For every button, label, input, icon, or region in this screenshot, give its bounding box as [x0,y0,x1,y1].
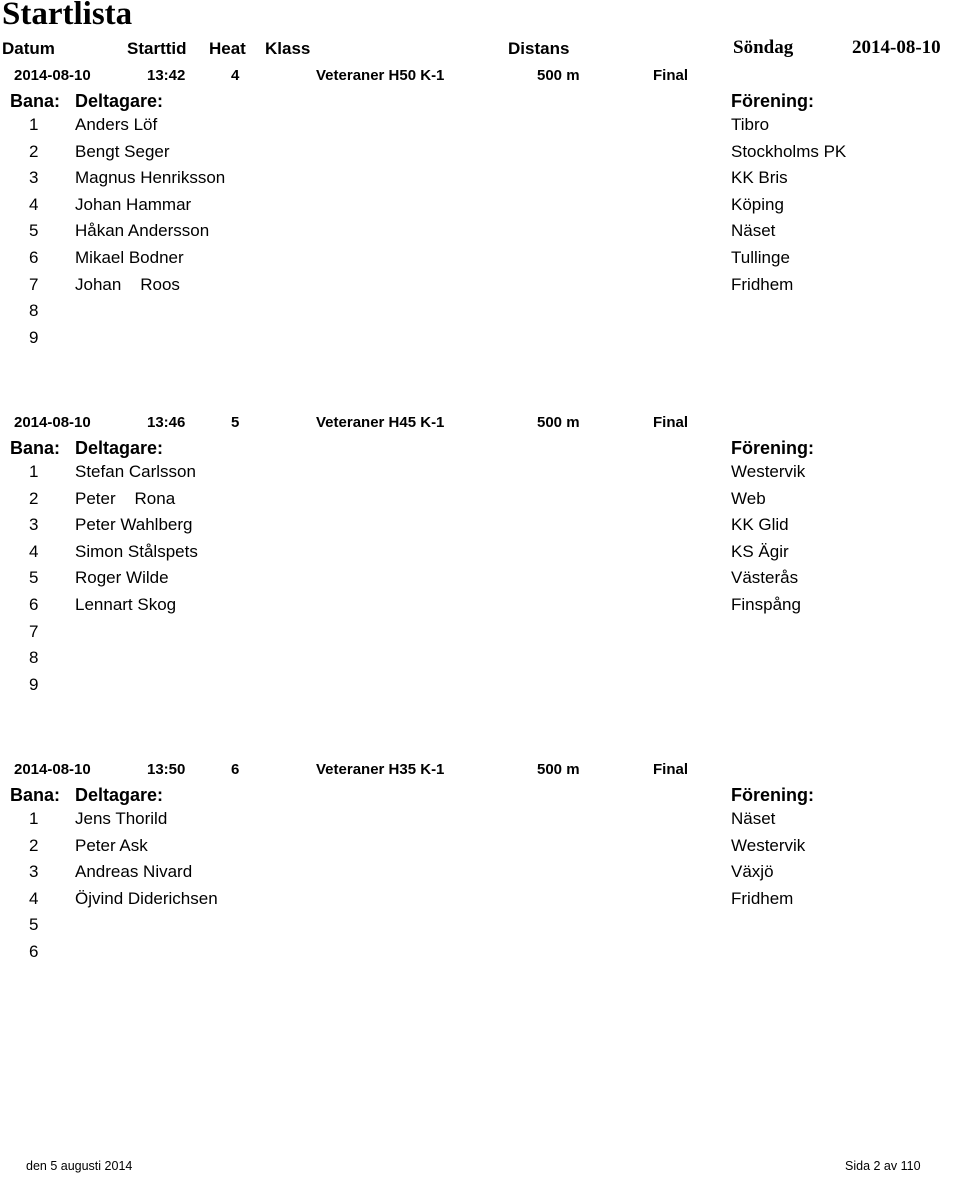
page-title: Startlista [2,0,133,32]
participant-name: Jens Thorild [75,809,168,828]
column-bana: Bana: [10,91,61,111]
participant-name: Öjvind Diderichsen [75,888,218,908]
club-name: Näset [731,809,776,828]
lane-number: 8 [29,648,39,668]
header-day: Söndag [733,37,794,58]
participant-name: Anders Löf [75,115,158,134]
lane-number: 6 [29,595,39,614]
club-name: Näset [731,221,776,241]
lane-number: 2 [29,835,39,855]
entry-row [0,113,960,140]
lane-number: 3 [29,862,39,882]
entry-row [0,460,960,487]
club-name: Köping [731,194,784,214]
race-date: 2014-08-10 [14,67,91,84]
header-heat: Heat [209,39,246,58]
lane-number: 7 [29,621,39,641]
lane-number: 9 [29,674,39,694]
entry-row [0,326,960,353]
lane-number: 2 [29,488,39,508]
entry-row [0,540,960,567]
race-distance: 500 m [537,761,580,778]
participant-name: Peter Ask [75,835,148,855]
entry-row [0,273,960,300]
participant-name: Johan Roos [75,274,180,294]
race-heat: 5 [231,414,240,431]
lane-number: 5 [29,568,39,588]
participant-name: Magnus Henriksson [75,168,226,188]
participant-name: Mikael Bodner [75,248,184,267]
club-name: Fridhem [731,274,794,294]
participant-name: Håkan Andersson [75,221,210,241]
race-start-time: 13:42 [147,67,186,84]
race-start-time: 13:50 [147,761,186,778]
race-type: Final [653,414,689,431]
entry-row [0,860,960,887]
column-deltagare: Deltagare: [75,785,164,805]
lane-number: 5 [29,915,39,935]
lane-number: 9 [29,327,39,347]
header-distans: Distans [508,39,570,58]
header-datum: Datum [2,39,55,58]
race-class: Veteraner H45 K-1 [316,414,445,431]
race-class: Veteraner H50 K-1 [316,67,445,84]
race-distance: 500 m [537,414,580,431]
column-bana: Bana: [10,438,61,458]
race-date: 2014-08-10 [14,414,91,431]
race-heat: 6 [231,761,240,778]
lane-number: 4 [29,888,39,908]
entry-row [0,566,960,593]
participant-name: Lennart Skog [75,595,177,614]
entry-row [0,807,960,834]
column-deltagare: Deltagare: [75,91,164,111]
column-forening: Förening: [731,785,814,805]
entry-row [0,193,960,220]
participant-name: Andreas Nivard [75,862,193,882]
club-name: KS Ägir [731,541,789,561]
race-distance: 500 m [537,67,580,84]
club-name: Finspång [731,595,801,614]
entry-row [0,140,960,167]
entry-row [0,299,960,326]
column-bana: Bana: [10,785,61,805]
participant-name: Peter Rona [75,488,176,508]
header-klass: Klass [265,39,311,58]
entry-row [0,913,960,940]
lane-number: 3 [29,515,39,535]
entry-row [0,487,960,514]
club-name: Westervik [731,462,806,481]
race-class: Veteraner H35 K-1 [316,761,445,778]
club-name: Tibro [731,115,770,134]
race-start-time: 13:46 [147,414,186,431]
entry-row [0,219,960,246]
header-date: 2014-08-10 [852,37,941,58]
club-name: Westervik [731,835,806,855]
entry-row [0,940,960,967]
entry-row [0,166,960,193]
column-forening: Förening: [731,91,814,111]
footer-page: Sida 2 av 110 [845,1159,921,1173]
race-type: Final [653,67,689,84]
participant-name: Johan Hammar [75,194,192,214]
club-name: Fridhem [731,888,794,908]
lane-number: 6 [29,248,39,267]
race-date: 2014-08-10 [14,761,91,778]
entry-row [0,673,960,700]
participant-name: Simon Stålspets [75,541,198,561]
entry-row [0,593,960,620]
lane-number: 6 [29,942,39,961]
lane-number: 4 [29,194,39,214]
lane-number: 2 [29,141,39,161]
club-name: Västerås [731,568,799,588]
header-starttid: Starttid [127,39,187,58]
club-name: Stockholms PK [731,141,847,161]
participant-name: Peter Wahlberg [75,515,193,535]
column-deltagare: Deltagare: [75,438,164,458]
footer-date: den 5 augusti 2014 [26,1159,133,1173]
lane-number: 1 [29,809,39,828]
club-name: Web [731,488,766,508]
lane-number: 1 [29,462,39,481]
race-heat: 4 [231,67,240,84]
entry-row [0,513,960,540]
entry-row [0,834,960,861]
lane-number: 3 [29,168,39,188]
participant-name: Roger Wilde [75,568,169,588]
entry-row [0,620,960,647]
lane-number: 7 [29,274,39,294]
club-name: Tullinge [731,248,790,267]
participant-name: Bengt Seger [75,141,170,161]
entry-row [0,246,960,273]
race-type: Final [653,761,689,778]
club-name: Växjö [731,862,774,882]
lane-number: 5 [29,221,39,241]
lane-number: 1 [29,115,39,134]
lane-number: 4 [29,541,39,561]
lane-number: 8 [29,301,39,321]
club-name: KK Bris [731,168,788,188]
entry-row [0,887,960,914]
column-forening: Förening: [731,438,814,458]
entry-row [0,646,960,673]
participant-name: Stefan Carlsson [75,462,196,481]
club-name: KK Glid [731,515,789,535]
